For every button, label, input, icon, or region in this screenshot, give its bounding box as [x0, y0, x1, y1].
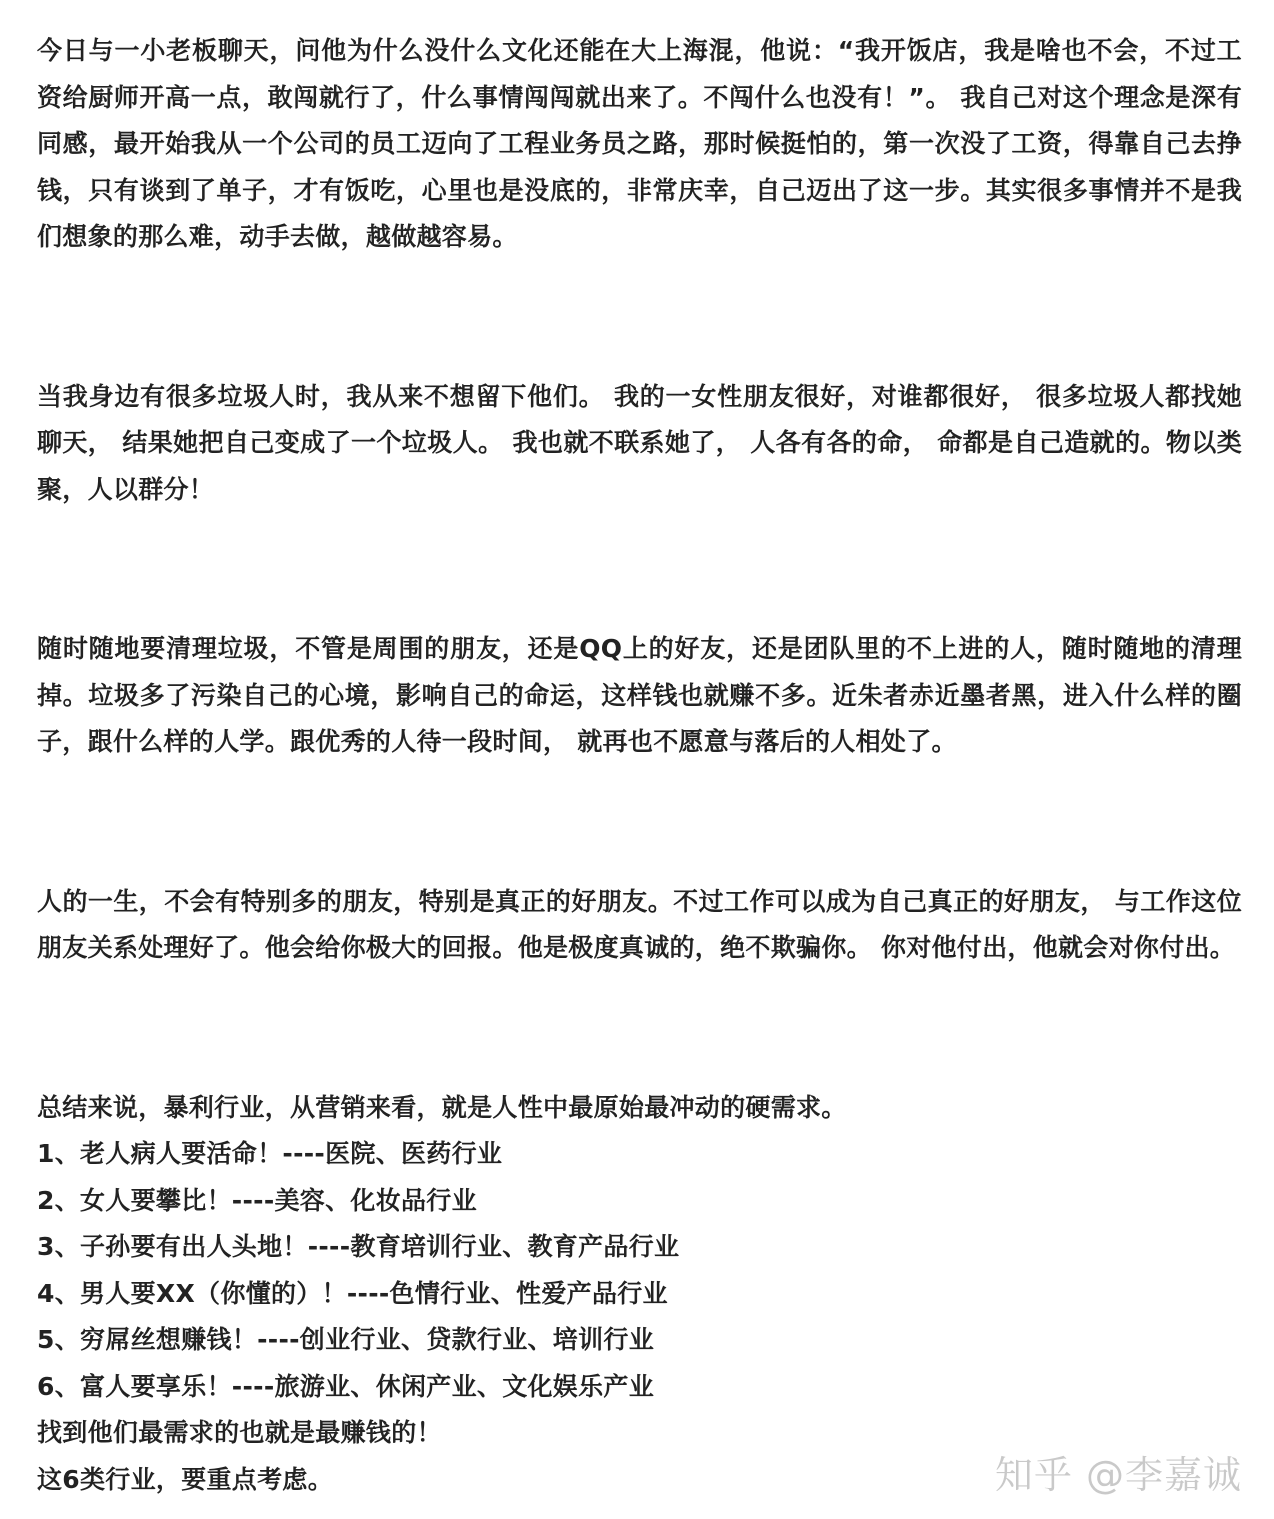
summary-final: 这6类行业，要重点考虑。	[37, 1464, 333, 1494]
summary-list	[37, 1085, 1242, 1504]
paragraph-clean-up-circle: 随时随地要清理垃圾，不管是周围的朋友，还是QQ上的好友，还是团队里的不上进的人，随时随地的清理掉。垃圾多了污染自己的心境，影响自己的命运，这样钱也就赚不多。近朱者赤近墨者黑，进入什么样的圈子，跟什么样的人学。跟优秀的人待一段时间， 就再也不愿意与落后的人相处了。	[37, 634, 1242, 756]
summary-conclusion: 找到他们最需求的也就是最赚钱的！	[37, 1418, 442, 1447]
list-item: 6、富人要享乐！----旅游业、休闲产业、文化娱乐产业	[37, 1371, 655, 1401]
summary-intro: 总结来说，暴利行业，从营销来看，就是人性中最原始最冲动的硬需求。	[37, 1092, 847, 1122]
list-item: 3、子孙要有出人头地！----教育培训行业、教育产品行业	[37, 1232, 680, 1261]
zhihu-watermark: 知乎 @李嘉诚	[994, 1453, 1242, 1497]
list-item: 4、男人要XX（你懂的）！----色情行业、性爱产品行业	[37, 1278, 668, 1308]
paragraph-restaurant-owner: 今日与一小老板聊天，问他为什么没什么文化还能在大上海混，他说：“我开饭店，我是啥也不会，不过工资给厨师开高一点，敢闯就行了，什么事情闯闯就出来了。不闯什么也没有！”。 我自己对这个理念是深有同感，最开始我从一个公司的员工迈向了工程业务员之路，那时候挺怕的，第一次没了工资，得靠自己去挣钱，只有谈到了单子，才有饭吃，心里也是没底的，非常庆幸，自己迈出了这一步。其实很多事情并不是我们想象的那么难，动手去做，越做越容易。	[37, 36, 1242, 251]
list-item: 5、穷屌丝想赚钱！----创业行业、贷款行业、培训行业	[37, 1325, 655, 1354]
paragraph-work-as-friend: 人的一生，不会有特别多的朋友，特别是真正的好朋友。不过工作可以成为自己真正的好朋友， 与工作这位朋友关系处理好了。他会给你极大的回报。他是极度真诚的，绝不欺骗你。 你对他付出，他就会对你付出。	[37, 886, 1242, 962]
list-item: 1、老人病人要活命！----医院、医药行业	[37, 1139, 503, 1168]
list-item: 2、女人要攀比！----美容、化妆品行业	[37, 1185, 477, 1215]
article-body	[37, 28, 1242, 1503]
paragraph-garbage-people: 当我身边有很多垃圾人时，我从来不想留下他们。 我的一女性朋友很好，对谁都很好， 很多垃圾人都找她聊天， 结果她把自己变成了一个垃圾人。 我也就不联系她了， 人各有各的命， 命都是自己造就的。物以类聚，人以群分！	[37, 381, 1242, 504]
